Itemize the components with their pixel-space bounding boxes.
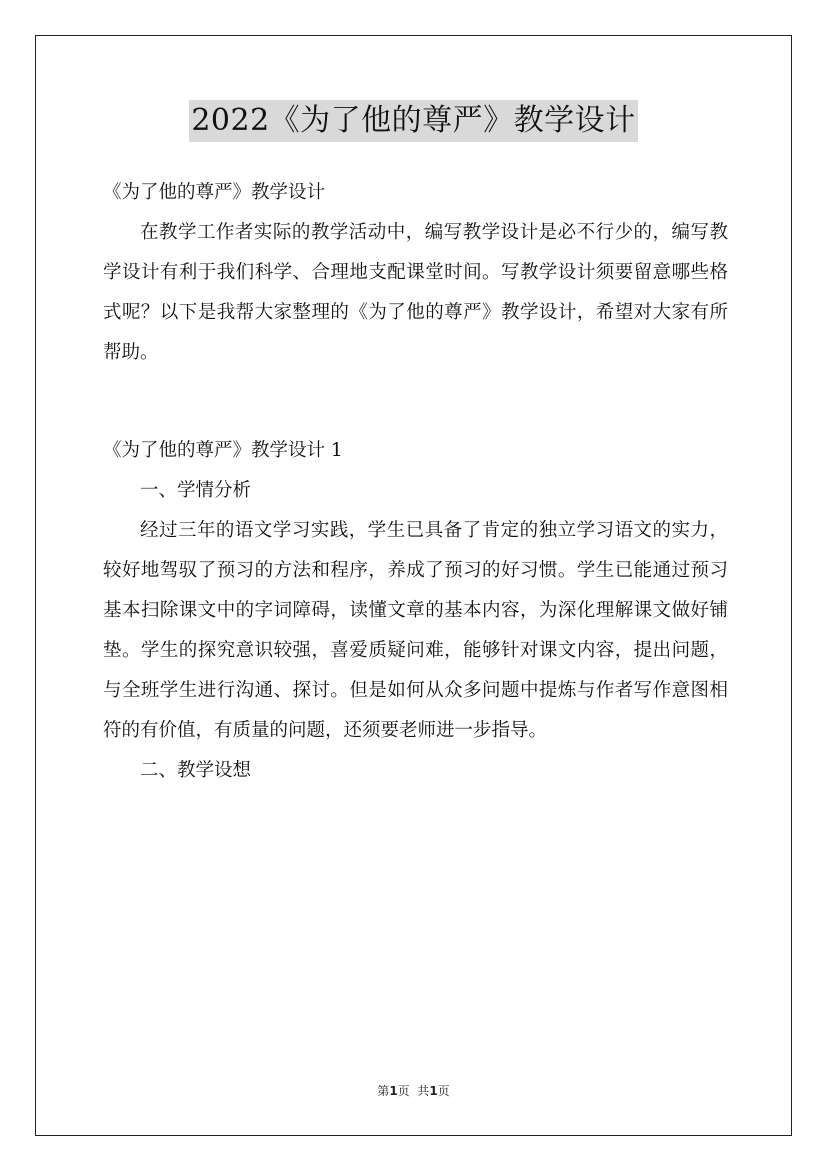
document-body (103, 173, 728, 791)
page-footer (0, 1082, 827, 1099)
subtitle: 《为了他的尊严》教学设计 (103, 182, 326, 203)
intro-paragraph: 在教学工作者实际的教学活动中，编写教学设计是必不行少的，编写教学设计有利于我们科学、合理地支配课堂时间。写教学设计须要留意哪些格式呢？以下是我帮大家整理的《为了他的尊严》教学设计，希望对大家有所帮助。 (103, 222, 728, 363)
heading-teaching-idea: 二、教学设想 (140, 760, 252, 781)
learning-analysis-paragraph: 经过三年的语文学习实践，学生已具备了肯定的独立学习语文的实力，较好地驾驭了预习的方法和程序，养成了预习的好习惯。学生已能通过预习基本扫除课文中的字词障碍，读懂文章的基本内容，为深化理解课文做好铺垫。学生的探究意识较强，喜爱质疑问难，能够针对课文内容，提出问题，与全班学生进行沟通、探讨。但是如何从众多问题中提炼与作者写作意图相符的有价值，有质量的问题，还须要老师进一步指导。 (103, 520, 728, 741)
footer-current-page: 1 (389, 1084, 398, 1098)
section-title: 《为了他的尊严》教学设计 1 (103, 440, 343, 461)
section-gap (103, 373, 728, 431)
footer-suffix: 页 (437, 1084, 450, 1098)
document-title: 2022《为了他的尊严》教学设计 (189, 100, 637, 142)
footer-prefix: 第 (377, 1084, 390, 1098)
heading-learning-analysis: 一、学情分析 (140, 480, 252, 501)
footer-mid: 页 共 (397, 1084, 430, 1098)
footer-total-pages: 1 (429, 1084, 438, 1098)
title-area (0, 100, 827, 142)
